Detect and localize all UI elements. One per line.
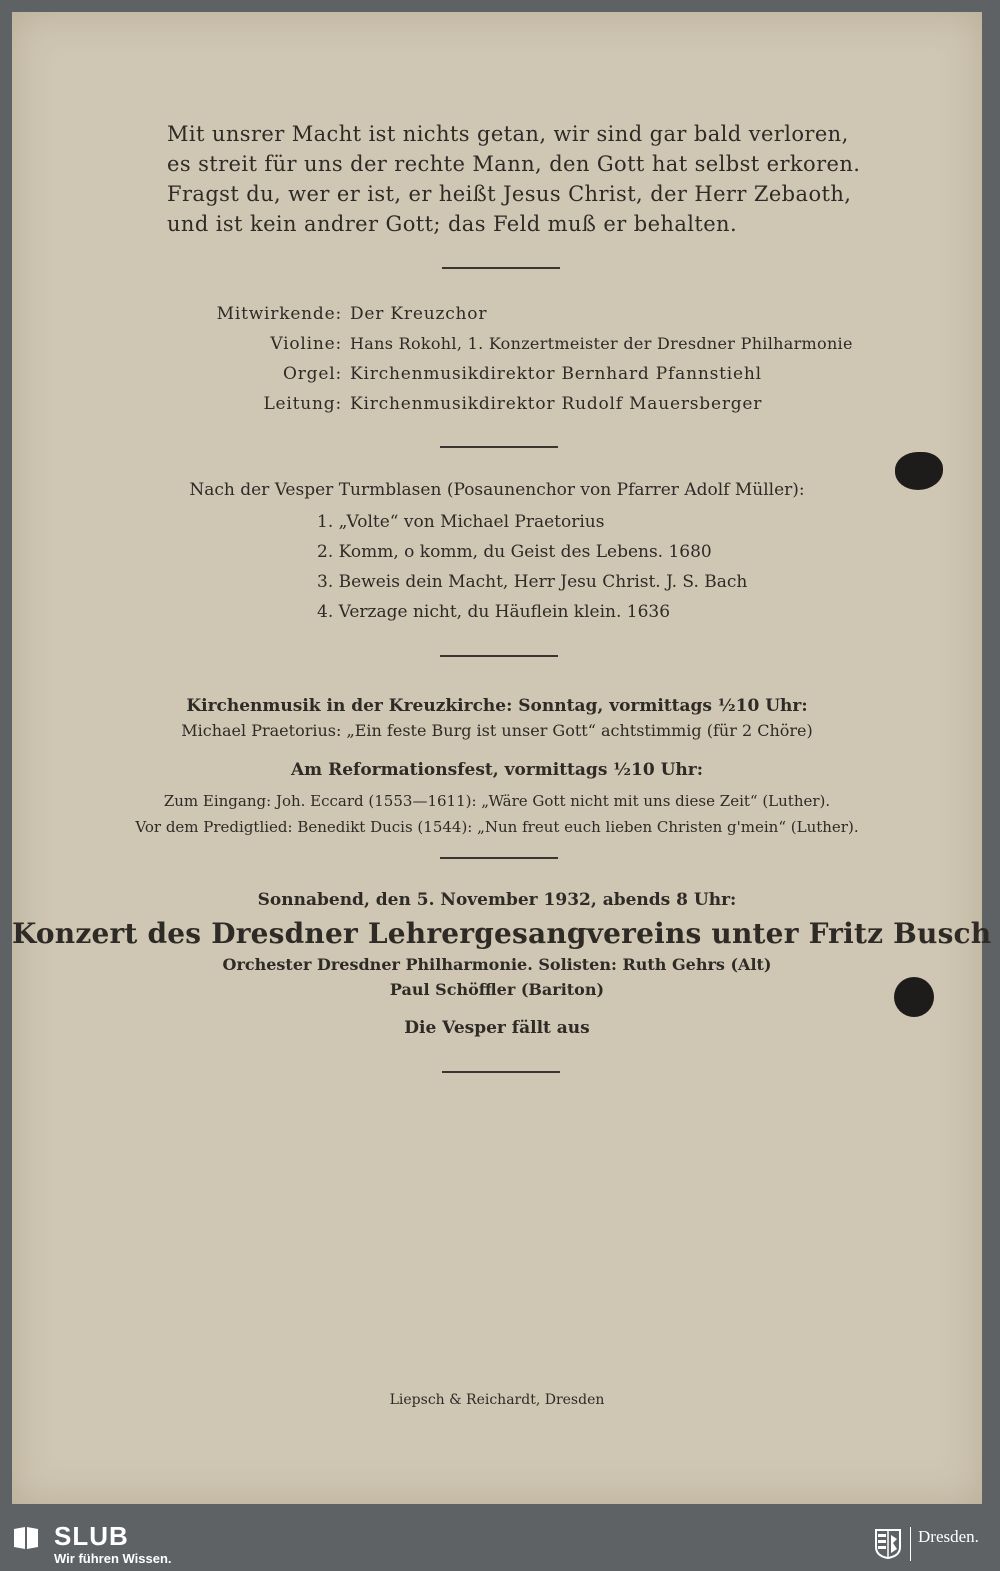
brand-name[interactable]: SLUB (54, 1521, 129, 1551)
verse-line: Mit unsrer Macht ist nichts getan, wir sind gar bald verloren, (167, 122, 849, 146)
divider (440, 857, 558, 859)
document-page (12, 12, 992, 1504)
divider (440, 655, 558, 657)
participant-label: Violine: (270, 334, 342, 354)
participant-value: Kirchenmusikdirektor Bernhard Pfannstiehl (350, 364, 762, 384)
concert-title: Konzert des Dresdner Lehrergesangvereins unter Fritz Busch (12, 917, 992, 950)
program-item: 3. Beweis dein Macht, Herr Jesu Christ. J. S. Bach (317, 572, 748, 592)
crest-icon (875, 1529, 901, 1559)
bottom-bar (0, 1517, 1000, 1571)
printer-imprint: Liepsch & Reichardt, Dresden (389, 1392, 605, 1408)
divider (440, 446, 558, 448)
church-music-line: Kirchenmusik in der Kreuzkirche: Sonntag, vormittags ½10 Uhr: (186, 696, 808, 716)
tower-heading: Nach der Vesper Turmblasen (Posaunenchor von Pfarrer Adolf Müller): (189, 480, 805, 500)
divider (442, 267, 560, 269)
participant-label: Orgel: (283, 364, 342, 384)
participant-value: Hans Rokohl, 1. Konzertmeister der Dresdner Philharmonie (350, 334, 853, 353)
verse-line: Fragst du, wer er ist, er heißt Jesus Christ, der Herr Zebaoth, (167, 182, 852, 206)
concert-soloists: Orchester Dresdner Philharmonie. Solisten: Ruth Gehrs (Alt) (222, 955, 772, 974)
divider (910, 1527, 911, 1561)
participant-value: Der Kreuzchor (350, 304, 488, 324)
participant-label: Leitung: (263, 394, 342, 414)
program-item: 4. Verzage nicht, du Häuflein klein. 1636 (317, 602, 671, 622)
participant-label: Mitwirkende: (216, 304, 342, 324)
book-icon (12, 1525, 40, 1551)
brand-tagline: Wir führen Wissen. (54, 1551, 172, 1566)
concert-note: Die Vesper fällt aus (404, 1018, 590, 1038)
punch-hole (894, 977, 934, 1017)
reformation-entrance: Zum Eingang: Joh. Eccard (1553—1611): „Wäre Gott nicht mit uns diese Zeit“ (Luther). (163, 792, 831, 810)
reformation-sermon: Vor dem Predigtlied: Benedikt Ducis (1544): „Nun freut euch lieben Christen g'mein“ (Luther). (135, 818, 859, 836)
concert-date: Sonnabend, den 5. November 1932, abends 8 Uhr: (257, 890, 737, 910)
church-music-line: Michael Praetorius: „Ein feste Burg ist unser Gott“ achtstimmig (für 2 Chöre) (181, 721, 813, 740)
verse-line: und ist kein andrer Gott; das Feld muß er behalten. (167, 212, 738, 236)
partner-name[interactable]: Dresden. (918, 1527, 979, 1546)
divider (442, 1071, 560, 1073)
program-item: 2. Komm, o komm, du Geist des Lebens. 1680 (317, 542, 712, 562)
verse-line: es streit für uns der rechte Mann, den Gott hat selbst erkoren. (167, 152, 861, 176)
reformation-heading: Am Reformationsfest, vormittags ½10 Uhr: (290, 760, 704, 780)
participant-value: Kirchenmusikdirektor Rudolf Mauersberger (350, 394, 763, 414)
program-item: 1. „Volte“ von Michael Praetorius (317, 512, 605, 532)
concert-soloists: Paul Schöffler (Bariton) (389, 980, 605, 999)
